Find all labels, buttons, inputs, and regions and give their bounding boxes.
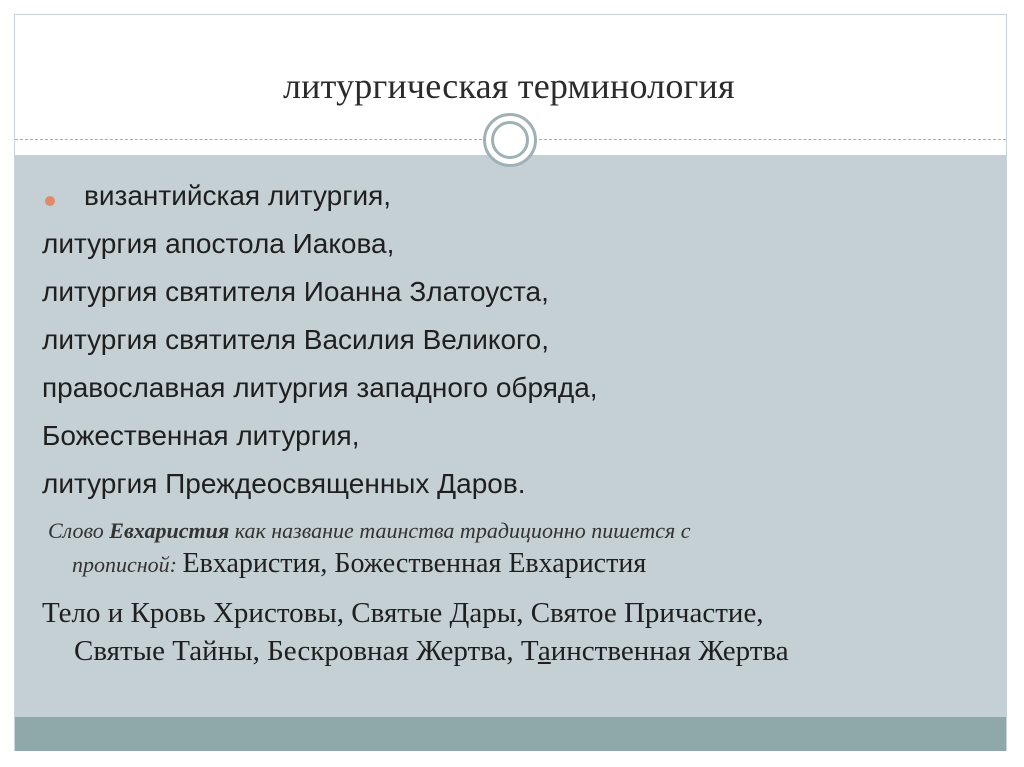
note-prefix: Слово bbox=[48, 518, 104, 543]
text-line: литургия святителя Василия Великого, bbox=[42, 324, 549, 355]
ring-ornament-icon bbox=[483, 113, 537, 167]
text-line: литургия Преждеосвященных Даров. bbox=[42, 468, 526, 499]
terms-line-2u: а bbox=[537, 635, 551, 667]
bullet-icon bbox=[45, 196, 55, 206]
text-line: православная литургия западного обряда, bbox=[42, 372, 598, 403]
note-emphasis: Евхаристия bbox=[109, 518, 230, 543]
terms-line-2b: инственная Жертва bbox=[550, 635, 789, 667]
note-italic: прописной: bbox=[72, 552, 178, 577]
text-line: византийская литургия, bbox=[84, 180, 392, 211]
footer-band bbox=[15, 717, 1006, 751]
note-plain: Евхаристия, Божественная Евхаристия bbox=[182, 548, 647, 579]
terms-paragraph bbox=[42, 594, 789, 670]
note-paragraph bbox=[48, 514, 948, 581]
text-line: литургия апостола Иакова, bbox=[42, 228, 395, 259]
terms-line-2a: Святые Тайны, Бескровная Жертва, Т bbox=[74, 635, 538, 667]
slide-title: литургическая терминология bbox=[283, 66, 735, 106]
terms-line-1: Тело и Кровь Христовы, Святые Дары, Святое Причастие, bbox=[42, 597, 764, 629]
text-line: Божественная литургия, bbox=[42, 420, 360, 451]
note-rest: как название таинства традиционно пишется с bbox=[234, 518, 691, 543]
text-line: литургия святителя Иоанна Златоуста, bbox=[42, 276, 549, 307]
